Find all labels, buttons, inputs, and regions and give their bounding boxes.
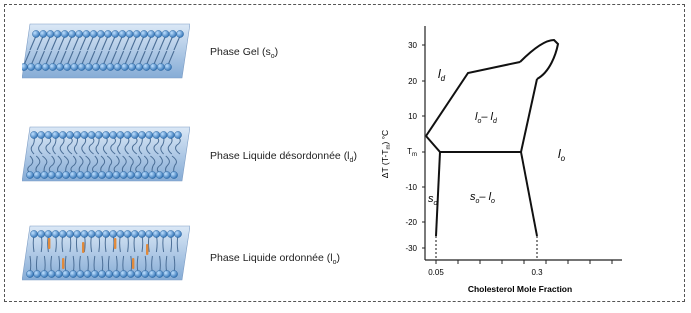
lo-bilayer-illustration	[22, 222, 190, 284]
lipid-head	[134, 171, 141, 178]
lipid-head	[120, 171, 127, 178]
lipid-head	[41, 171, 48, 178]
lipid-head	[136, 63, 143, 70]
lipid-head	[146, 131, 153, 138]
lipid-head	[124, 131, 131, 138]
lipid-head	[153, 230, 160, 237]
lipid-head	[56, 63, 63, 70]
lipid-head	[110, 131, 117, 138]
lipid-head	[45, 131, 52, 138]
lipid-head	[162, 30, 169, 37]
lipid-head	[84, 270, 91, 277]
lipid-head	[34, 270, 41, 277]
lipid-head	[38, 131, 45, 138]
lipid-head	[77, 270, 84, 277]
y-tick-minus30: -30	[405, 244, 417, 253]
region-ld: $l_d$	[438, 67, 446, 83]
lipid-head	[81, 230, 88, 237]
lipid-head	[163, 171, 170, 178]
lipid-head	[26, 270, 33, 277]
lipid-head	[142, 171, 149, 178]
lipid-head	[170, 171, 177, 178]
cholesterol-molecule	[146, 244, 148, 255]
lipid-head	[131, 131, 138, 138]
lipid-head	[149, 270, 156, 277]
lipid-head	[59, 230, 66, 237]
y-tick-20: 20	[408, 77, 417, 86]
lipid-head	[113, 270, 120, 277]
lipid-head	[138, 131, 145, 138]
lipid-head	[54, 30, 61, 37]
boundary-miscibility-cap	[520, 40, 558, 79]
lipid-head	[34, 171, 41, 178]
lipid-head	[48, 171, 55, 178]
lipid-head	[167, 131, 174, 138]
lipid-head	[91, 171, 98, 178]
lipid-head	[70, 171, 77, 178]
y-tick-tm: $T_m$	[407, 147, 417, 158]
y-tick-10: 10	[408, 112, 417, 121]
lipid-head	[170, 270, 177, 277]
lipid-head	[40, 30, 47, 37]
lipid-head	[52, 131, 59, 138]
lipid-head	[38, 230, 45, 237]
lipid-head	[68, 30, 75, 37]
x-axis-label: Cholesterol Mole Fraction	[467, 284, 573, 294]
lipid-head	[28, 63, 35, 70]
lipid-head	[107, 63, 114, 70]
lipid-head	[32, 30, 39, 37]
lipid-head	[88, 131, 95, 138]
region-so-lo: $s_o-$ $l_o$	[470, 191, 495, 205]
lipid-head	[30, 131, 37, 138]
ld-bilayer-illustration	[22, 123, 190, 185]
lipid-head	[174, 230, 181, 237]
dotted-extensions	[436, 236, 537, 260]
lipid-head	[61, 30, 68, 37]
lipid-head	[26, 171, 33, 178]
lipid-head	[22, 63, 28, 70]
lipid-head	[100, 63, 107, 70]
lipid-head	[110, 230, 117, 237]
cholesterol-molecule	[62, 258, 64, 269]
lipid-head	[95, 230, 102, 237]
lipid-head	[156, 171, 163, 178]
y-tick-30: 30	[408, 41, 417, 50]
lipid-head	[160, 230, 167, 237]
lipid-head	[113, 171, 120, 178]
lipid-head	[117, 230, 124, 237]
bilayer-panel-liquid-ordered	[22, 222, 190, 284]
boundary-ld-so-lower	[426, 136, 521, 152]
lipid-head	[55, 270, 62, 277]
lipid-head	[143, 63, 150, 70]
boundary-so-left	[436, 152, 440, 236]
lipid-head	[102, 230, 109, 237]
region-so: $s_o$	[428, 193, 438, 207]
lipid-head	[133, 30, 140, 37]
lipid-head	[155, 30, 162, 37]
lipid-head	[76, 30, 83, 37]
lipid-head	[121, 63, 128, 70]
lipid-head	[114, 63, 121, 70]
label-liquid-disordered-phase: Phase Liquide désordonnée $(l_d)$	[210, 150, 357, 165]
lipid-head	[142, 270, 149, 277]
lipid-head	[35, 63, 42, 70]
lipid-head	[97, 30, 104, 37]
lipid-head	[92, 63, 99, 70]
lipid-head	[55, 171, 62, 178]
x-ticks	[436, 260, 612, 264]
lipid-head	[153, 131, 160, 138]
lipid-head	[81, 131, 88, 138]
lipid-head	[128, 63, 135, 70]
lipid-head	[59, 131, 66, 138]
lipid-head	[138, 230, 145, 237]
lipid-head	[41, 270, 48, 277]
phase-diagram	[360, 26, 625, 308]
lipid-head	[74, 131, 81, 138]
lipid-head	[48, 270, 55, 277]
lipid-head	[164, 63, 171, 70]
label-liquid-ordered-phase: Phase Liquide ordonnée $(l_o)$	[210, 252, 340, 267]
lipid-head	[176, 30, 183, 37]
lipid-head	[95, 131, 102, 138]
lipid-head	[119, 30, 126, 37]
boundary-solo-right	[521, 152, 537, 236]
lipid-head	[88, 230, 95, 237]
lipid-head	[66, 131, 73, 138]
cholesterol-molecule	[48, 238, 50, 249]
gel-bilayer-illustration	[22, 20, 190, 82]
lipid-head	[102, 131, 109, 138]
lipid-head	[85, 63, 92, 70]
cholesterol-molecule	[114, 238, 116, 249]
lipid-head	[47, 30, 54, 37]
lipid-head	[91, 270, 98, 277]
region-lo: $l_o$	[558, 147, 566, 163]
lipid-head	[156, 270, 163, 277]
lipid-head	[106, 171, 113, 178]
lipid-head	[30, 230, 37, 237]
lipid-head	[127, 270, 134, 277]
lipid-head	[77, 171, 84, 178]
lipid-head	[150, 63, 157, 70]
lipid-head	[74, 230, 81, 237]
lipid-head	[126, 30, 133, 37]
lipid-head	[42, 63, 49, 70]
x-tick-03: 0.3	[531, 268, 543, 277]
lipid-head	[104, 30, 111, 37]
lipid-head	[83, 30, 90, 37]
lipid-head	[49, 63, 56, 70]
y-tick-minus20: -20	[405, 218, 417, 227]
lipid-head	[120, 270, 127, 277]
lipid-head	[124, 230, 131, 237]
region-lo-ld: $l_o-$ $l_d$	[475, 111, 497, 125]
lipid-head	[169, 30, 176, 37]
lipid-head	[131, 230, 138, 237]
lipid-head	[71, 63, 78, 70]
lipid-head	[45, 230, 52, 237]
label-gel-phase: Phase Gel $(s_o)$	[210, 46, 279, 61]
lipid-head	[174, 131, 181, 138]
y-tick-minus10: -10	[405, 183, 417, 192]
lipid-head	[157, 63, 164, 70]
bilayer-panel-liquid-disordered	[22, 123, 190, 185]
lipid-head	[98, 171, 105, 178]
lipid-head	[84, 171, 91, 178]
bilayer-panel-gel	[22, 20, 190, 82]
lipid-head	[148, 30, 155, 37]
lipid-head	[66, 230, 73, 237]
cholesterol-molecule	[82, 242, 84, 253]
lipid-head	[52, 230, 59, 237]
lipid-head	[70, 270, 77, 277]
lipid-head	[149, 171, 156, 178]
lipid-head	[78, 63, 85, 70]
lipid-head	[160, 131, 167, 138]
lipid-head	[90, 30, 97, 37]
lipid-head	[140, 30, 147, 37]
lipid-head	[112, 30, 119, 37]
lipid-head	[64, 63, 71, 70]
x-tick-005: 0.05	[428, 268, 444, 277]
lipid-head	[163, 270, 170, 277]
y-axis-label: ΔT $(T-T_m)$ °C	[380, 129, 392, 179]
lipid-head	[167, 230, 174, 237]
lipid-head	[117, 131, 124, 138]
cholesterol-molecule	[132, 258, 134, 269]
lipid-head	[106, 270, 113, 277]
lipid-head	[98, 270, 105, 277]
lipid-head	[62, 171, 69, 178]
lipid-head	[62, 270, 69, 277]
lipid-head	[127, 171, 134, 178]
lipid-head	[146, 230, 153, 237]
lipid-head	[134, 270, 141, 277]
phase-boundaries	[426, 40, 558, 236]
boundary-lo-ld-right	[521, 79, 537, 152]
